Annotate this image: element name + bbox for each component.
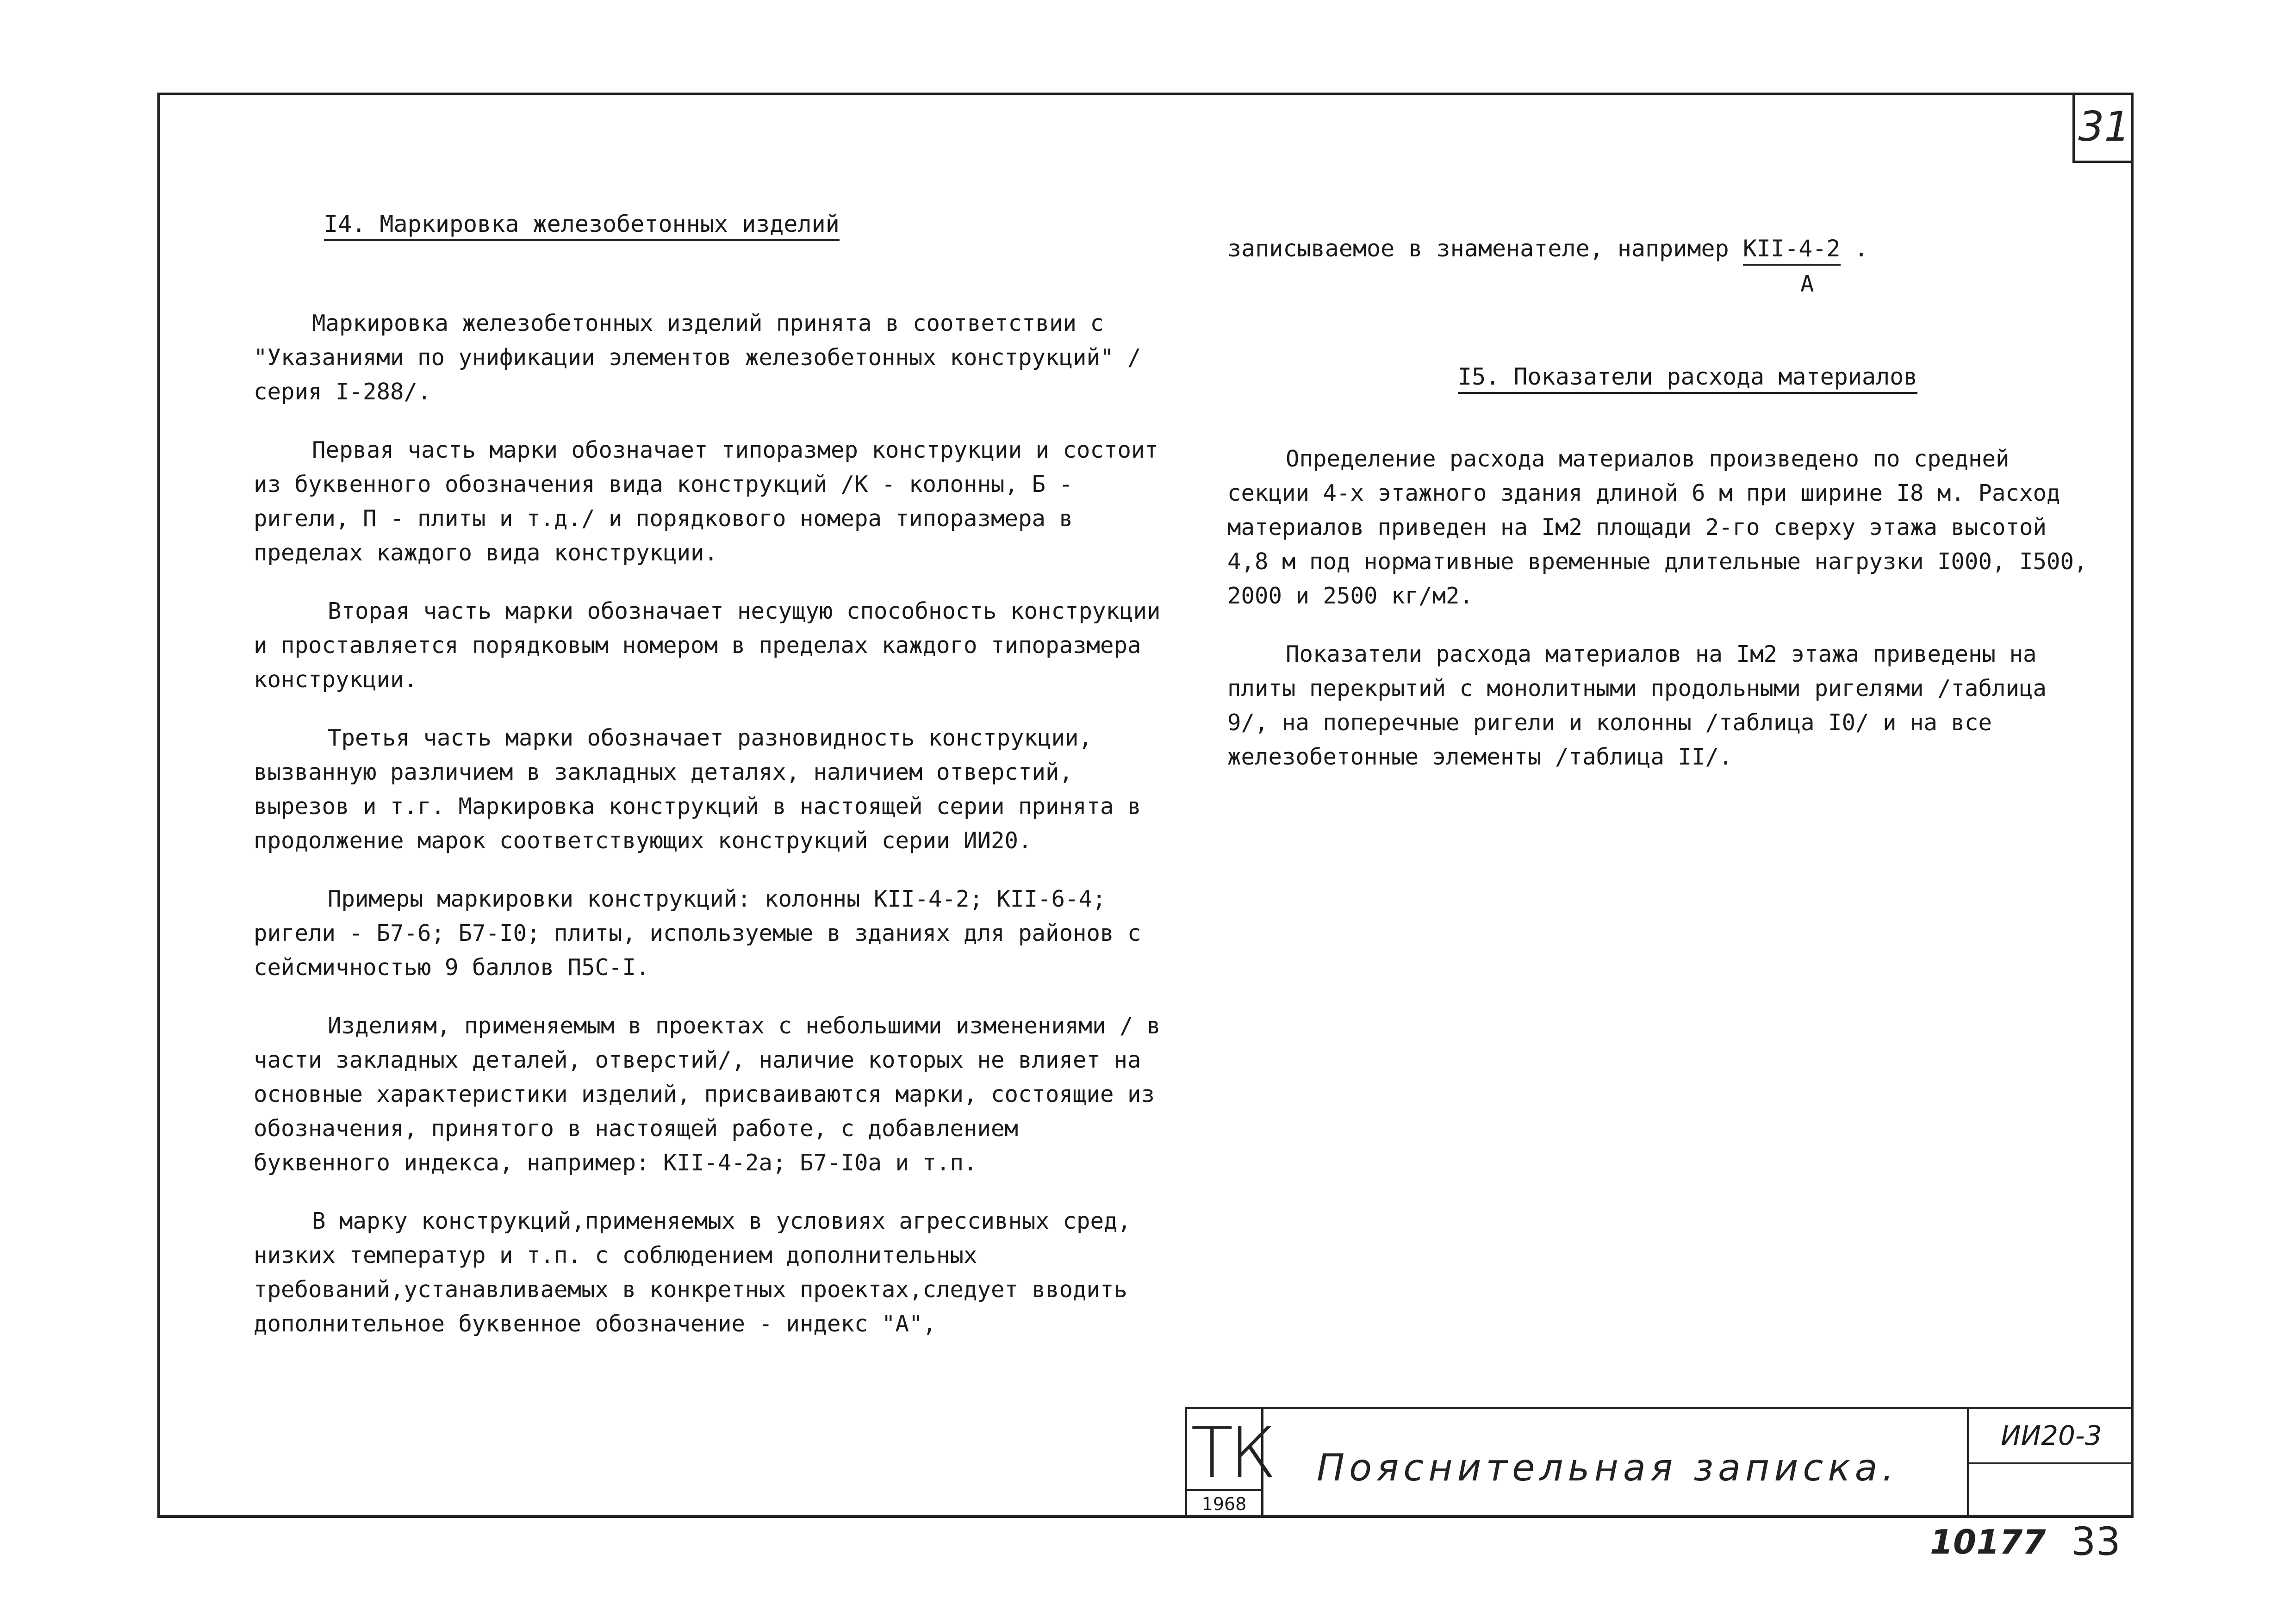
sheet-number-box — [2072, 93, 2134, 163]
tk-logo — [1187, 1409, 1273, 1518]
section-14-heading: I4. Маркировка железобетонных изделий — [324, 211, 840, 237]
document-title: Пояснительная записка. — [1317, 1446, 1899, 1489]
sheet-number: 31 — [2078, 103, 2130, 150]
paragraph: Первая часть марки обозначает типоразмер конструкции и состоит из буквенного обозначения вида конструкций /К - колонны, Б - ригели, П - плиты и т.д./ и порядкового номера типоразмера в пределах каждого вида конструкции. — [254, 437, 1159, 566]
paragraph: Третья часть марки обозначает разновидность конструкции, вызванную различием в закладных деталях, наличием отверстий, вырезов и т.г. Маркировка конструкций в настоящей серии принята в продолжение марок соответствующих конструкций серии ИИ20. — [254, 725, 1141, 854]
continuation-line: записываемое в знаменателе, например КII-4-2 . — [1227, 235, 1868, 262]
series-code: ИИ20-3 — [1969, 1409, 2134, 1464]
paragraph: Изделиям, применяемым в проектах с небольшими изменениями / в части закладных деталей, отверстий/, наличие которых не влияет на основные характеристики изделий, присваиваются марки, состоящие из обозначения, принятого в настоящей работе, с добавлением буквенного индекса, например: КII-4-2а; Б7-I0а и т.п. — [254, 1013, 1161, 1176]
section-15-heading: I5. Показатели расхода материалов — [1458, 363, 1917, 390]
title-block — [1185, 1407, 2134, 1518]
paragraph: Примеры маркировки конструкций: колонны КII-4-2; КII-6-4; ригели - Б7-6; Б7-I0; плиты, используемые в зданиях для районов с сейсмичностью 9 баллов П5С-I. — [254, 886, 1141, 981]
right-column — [1227, 442, 2088, 798]
tk-logo-text: ТК — [1191, 1413, 1273, 1493]
left-column — [254, 306, 1161, 1365]
paragraph: Показатели расхода материалов на Iм2 этажа приведены на плиты перекрытий с монолитными продольными ригелями /таблица 9/, на поперечные ригели и колонны /таблица I0/ и на все железобетонные элементы /таблица II/. — [1227, 641, 2047, 770]
inventory-number: 10177 — [1930, 1523, 2046, 1561]
year: 1968 — [1187, 1489, 1261, 1518]
series-code-cell — [1967, 1409, 2134, 1518]
example-denominator: А — [1800, 271, 1814, 297]
example-numerator: КII-4-2 — [1743, 235, 1841, 266]
paragraph: В марку конструкций,применяемых в условиях агрессивных сред, низких температур и т.п. с соблюдением дополнительных требований,устанавливаемых в конкретных проектах,следует вводить дополнительное буквенное обозначение - индекс "А", — [254, 1208, 1132, 1337]
paragraph: Вторая часть марки обозначает несущую способность конструкции и проставляется порядковым номером в пределах каждого типоразмера конструкции. — [254, 598, 1161, 693]
page-number: 33 — [2071, 1519, 2121, 1564]
paragraph: Определение расхода материалов произведено по средней секции 4-х этажного здания длиной 6 м при ширине I8 м. Расход материалов приведен на Iм2 площади 2-го сверху этажа высотой 4,8 м под нормативные временные длительные нагрузки I000, I500, 2000 и 2500 кг/м2. — [1227, 446, 2088, 609]
paragraph: Маркировка железобетонных изделий принята в соответствии с "Указаниями по унификации элементов железобетонных конструкций" /серия I-288/. — [254, 310, 1141, 405]
